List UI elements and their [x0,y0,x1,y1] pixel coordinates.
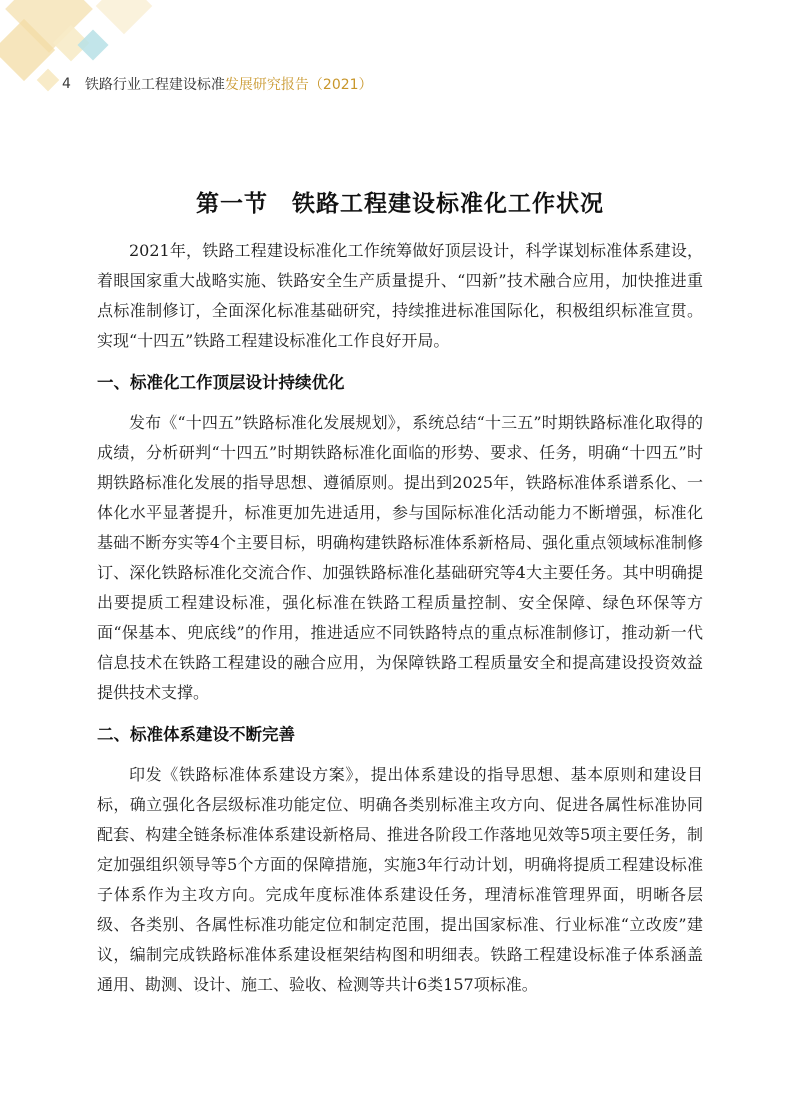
subsection-paragraph-2: 印发《铁路标准体系建设方案》，提出体系建设的指导思想、基本原则和建设目标，确立强化各层级标准功能定位、明确各类别标准主攻方向、促进各属性标准协同配套、构建全链条标准体系建设新格局、推进各阶段工作落地见效等5项主要任务，制定加强组织领导等5个方面的保障措施，实施3年行动计划，明确将提质工程建设标准子体系作为主攻方向。完成年度标准体系建设任务，理清标准管理界面，明晰各层级、各类别、各属性标准功能定位和制定范围，提出国家标准、行业标准“立改废”建议，编制完成铁路标准体系建设框架结构图和明细表。铁路工程建设标准子体系涵盖通用、勘测、设计、施工、验收、检测等共计6类157项标准。 [97,765,703,994]
subsection-paragraph-1: 发布《“十四五”铁路标准化发展规划》，系统总结“十三五”时期铁路标准化取得的成绩，分析研判“十四五”时期铁路标准化面临的形势、要求、任务，明确“十四五”时期铁路标准化发展的指导思想、遵循原则。提出到2025年，铁路标准体系谱系化、一体化水平显著提升，标准更加先进适用，参与国际标准化活动能力不断增强，标准化基础不断夯实等4个主要目标，明确构建铁路标准体系新格局、强化重点领域标准制修订、深化铁路标准化交流合作、加强铁路标准化基础研究等4大主要任务。其中明确提出要提质工程建设标准，强化标准在铁路工程质量控制、安全保障、绿色环保等方面“保基本、兜底线”的作用，推进适应不同铁路特点的重点标准制修订，推动新一代信息技术在铁路工程建设的融合应用，为保障铁路工程质量安全和提高建设投资效益提供技术支撑。 [97,413,703,702]
main-content [97,236,703,1000]
subsection-heading-2: 二、标准体系建设不断完善 [97,725,295,744]
running-header [62,73,373,95]
subsection-heading-1: 一、标准化工作顶层设计持续优化 [97,373,345,392]
deco-diamond-teal [77,29,108,60]
deco-diamond-tiny [37,69,60,92]
section-title: 第一节 铁路工程建设标准化工作状况 [196,190,604,218]
intro-paragraph: 2021年，铁路工程建设标准化工作统筹做好顶层设计，科学谋划标准体系建设，着眼国家重大战略实施、铁路安全生产质量提升、“四新”技术融合应用，加快推进重点标准制修订，全面深化标准基础研究，持续推进标准国际化，积极组织标准宣贯。实现“十四五”铁路工程建设标准化工作良好开局。 [97,241,703,350]
book-title-accent: 发展研究报告（2021） [224,77,373,93]
deco-diamond-right [96,0,153,34]
book-title-main: 铁路行业工程建设标准 [84,77,225,93]
page-number: 4 [62,76,71,92]
